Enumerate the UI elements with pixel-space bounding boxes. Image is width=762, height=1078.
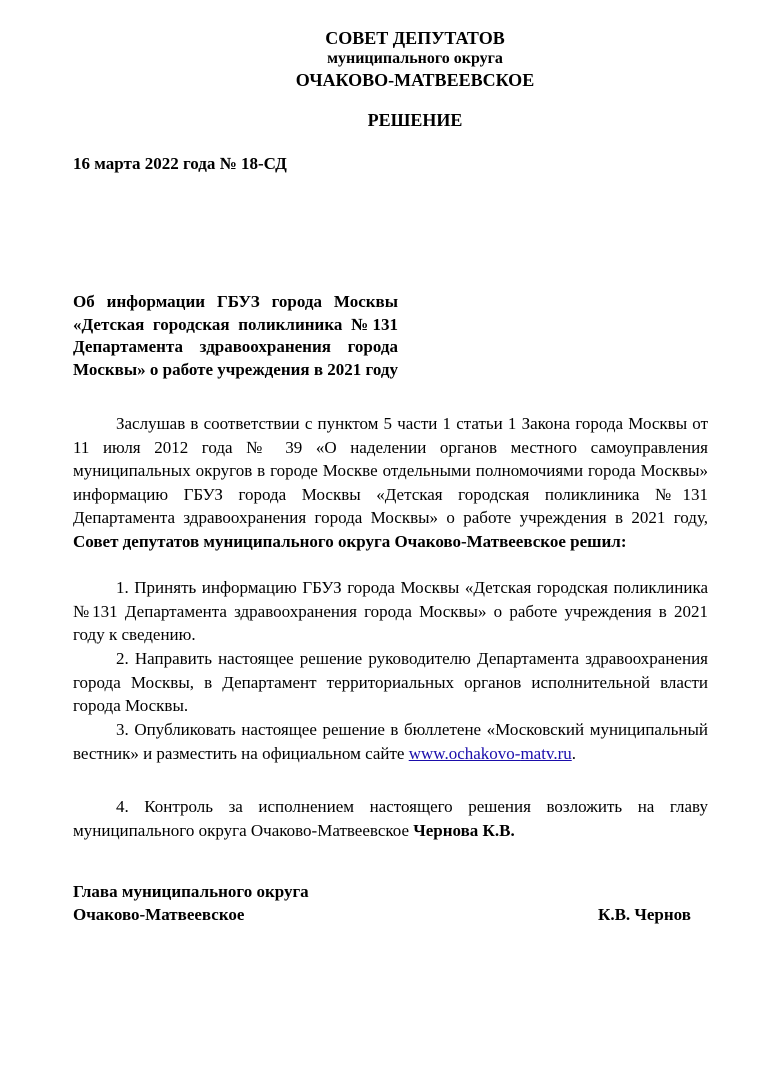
decision-subject: Об информации ГБУЗ города Москвы «Детская городская поликлиника №131 Департамента здравоохранения города Москвы» о работе учреждения в 2021 году — [73, 292, 398, 379]
date-and-number: 16 марта 2022 года № 18-СД — [73, 154, 287, 173]
website-link-part2: matv.ru — [520, 743, 572, 763]
website-link[interactable] — [409, 744, 572, 763]
preamble-text: Заслушав в соответствии с пунктом 5 части 1 статьи 1 Закона города Москвы от 11 июля 2012 года № 39 «О наделении органов местного самоуправления муниципальных округов в городе Москве отдельными полномочиями города Москвы» информацию ГБУЗ города Москвы «Детская городская поликлиника №131 Департамента здравоохранения города Москвы» о работе учреждения в 2021 году, — [73, 414, 708, 527]
item-4-person: Чернова К.В. — [413, 820, 515, 840]
item-3-text: 3. Опубликовать настоящее решение в бюллетене «Московский муниципальный вестник» и разместить на официальном сайте — [73, 720, 708, 763]
item-3 — [73, 718, 708, 765]
website-link-part1: www.ochakovo- — [408, 743, 521, 763]
item-3-end: . — [571, 743, 577, 763]
item-1: 1. Принять информацию ГБУЗ города Москвы «Детская городская поликлиника №131 Департамента здравоохранения города Москвы» о работе учреждения в 2021 году к сведению. — [73, 578, 708, 644]
preamble-paragraph — [73, 412, 708, 553]
item-4 — [73, 795, 708, 842]
item-2: 2. Направить настоящее решение руководителю Департамента здравоохранения города Москвы, в Департамент территориальных органов исполнительной власти города Москвы. — [73, 649, 708, 715]
signature-title-line2: Очаково-Матвеевское — [73, 905, 245, 924]
signature-name: К.В. Чернов — [598, 905, 691, 924]
item-4-text: 4. Контроль за исполнением настоящего решения возложить на главу муниципального округа Очаково-Матвеевское — [73, 797, 708, 840]
district-name: ОЧАКОВО-МАТВЕЕВСКОЕ — [295, 70, 535, 90]
preamble-resolved: Совет депутатов муниципального округа Очаково-Матвеевское решил: — [73, 531, 627, 551]
district-subtitle: муниципального округа — [327, 50, 503, 67]
signature-title-line1: Глава муниципального округа — [73, 882, 309, 901]
document-type: РЕШЕНИЕ — [367, 110, 463, 130]
council-title: СОВЕТ ДЕПУТАТОВ — [325, 28, 505, 48]
